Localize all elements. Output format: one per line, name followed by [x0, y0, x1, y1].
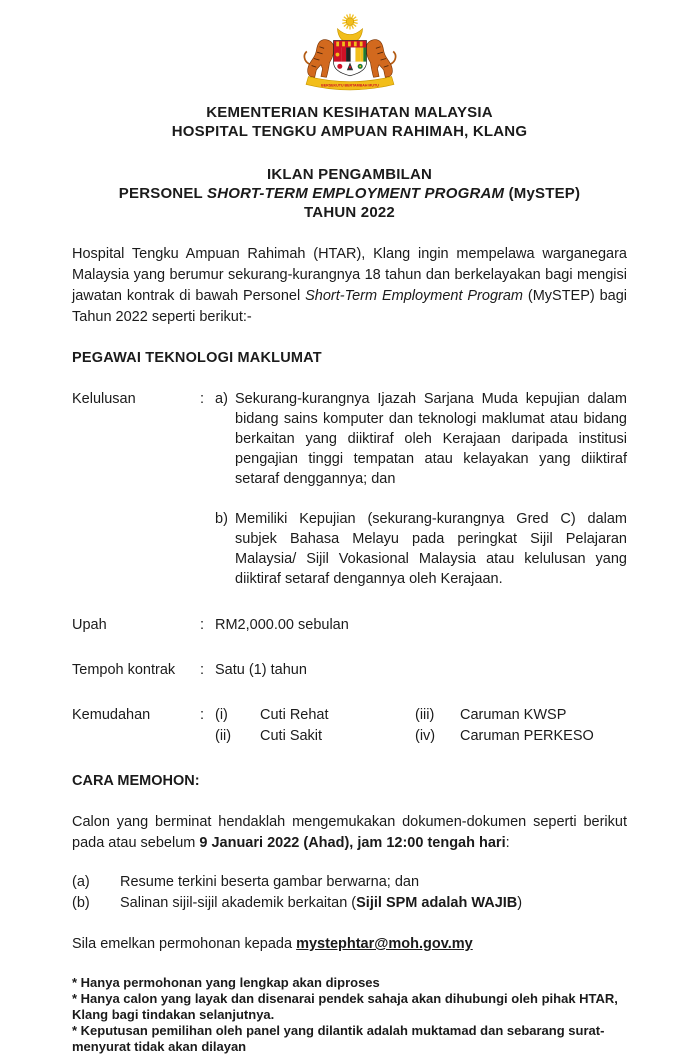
shield — [333, 40, 366, 75]
upah-value: RM2,000.00 sebulan — [215, 617, 349, 633]
intro-program-name: Short-Term Employment Program — [305, 288, 523, 304]
ministry-name: KEMENTERIAN KESIHATAN MALAYSIA — [206, 104, 493, 121]
upah-colon: : — [200, 617, 205, 633]
apply-deadline: 9 Januari 2022 (Ahad), jam 12:00 tengah hari — [199, 835, 506, 851]
doc-text-b — [120, 893, 627, 914]
kemudahan-list — [215, 705, 627, 747]
doc-b-bold: Sijil SPM adalah WAJIB — [356, 895, 518, 911]
kemudahan-marker-iii: (iii) — [415, 707, 435, 723]
title-line-3: TAHUN 2022 — [304, 204, 395, 221]
malaysia-coat-of-arms — [299, 12, 401, 94]
crest-motto: BERSEKUTU BERTAMBAH MUTU — [320, 83, 379, 88]
application-email-link[interactable]: mystephtar@moh.gov.my — [296, 936, 473, 952]
hospital-name: HOSPITAL TENGKU AMPUAN RAHIMAH, KLANG — [171, 123, 528, 140]
doc-marker-a: (a) — [72, 874, 90, 890]
email-line — [72, 934, 627, 955]
row-kemudahan — [72, 705, 627, 747]
apply-pre: Calon yang berminat hendaklah mengemukakan dokumen-dokumen seperti berikut pada atau sebelum — [72, 814, 627, 851]
footnote-3: * Keputusan pemilihan oleh panel yang dilantik adalah muktamad dan sebarang surat-menyurat tidak akan dilayan — [72, 1023, 605, 1054]
title-line-2 — [72, 184, 627, 203]
kemudahan-colon: : — [200, 707, 205, 723]
tempoh-value: Satu (1) tahun — [215, 662, 307, 678]
intro-paragraph — [72, 244, 627, 328]
tempoh-colon: : — [200, 662, 205, 678]
doc-b-pre: Salinan sijil-sijil akademik berkaitan ( — [120, 895, 357, 911]
kemudahan-text-iii: Caruman KWSP — [460, 707, 567, 723]
footnote-2: * Hanya calon yang layak dan disenarai pendek sahaja akan dihubungi oleh pihak HTAR, Klang bagi tindakan selanjutnya. — [72, 991, 618, 1022]
kemudahan-text-iv: Caruman PERKESO — [460, 728, 594, 744]
kelulusan-marker-a: a) — [215, 391, 228, 407]
row-kelulusan — [72, 389, 627, 589]
upah-label: Upah — [72, 617, 107, 633]
title-line-1: IKLAN PENGAMBILAN — [266, 166, 433, 183]
position-title: PEGAWAI TEKNOLOGI MAKLUMAT — [72, 350, 322, 366]
doc-item-a — [72, 872, 627, 893]
kelulusan-marker-b: b) — [215, 511, 228, 527]
federal-star-center — [346, 18, 354, 26]
row-tempoh-kontrak — [72, 660, 627, 681]
motto-ribbon — [306, 77, 394, 90]
kemudahan-text-i: Cuti Rehat — [260, 707, 329, 723]
footnote-1: * Hanya permohonan yang lengkap akan diproses — [72, 975, 380, 990]
crest-container — [72, 12, 627, 99]
kemudahan-marker-ii: (ii) — [215, 728, 232, 744]
announcement-title — [72, 165, 627, 222]
doc-marker-b: (b) — [72, 895, 90, 911]
intro-pre: Hospital Tengku Ampuan Rahimah (HTAR), Klang ingin mempelawa warganegara Malaysia yang berumur sekurang-kurangnya 18 tahun dan berkelayakan bagi mengisi jawatan kontrak di bawah Personel — [72, 246, 627, 304]
apply-post: : — [505, 835, 510, 851]
cara-memohon-heading: CARA MEMOHON: — [72, 773, 200, 789]
tiger-left-icon — [304, 40, 333, 78]
row-upah — [72, 615, 627, 636]
kelulusan-colon: : — [200, 391, 205, 407]
title-program-name: SHORT-TERM EMPLOYMENT PROGRAM — [207, 185, 505, 202]
tempoh-label: Tempoh kontrak — [72, 662, 176, 678]
kelulusan-text-b: Memiliki Kepujian (sekurang-kurangnya Gred C) dalam subjek Bahasa Melayu pada peringkat Sijil Pelajaran Malaysia/ Sijil Vokasional Malaysia atau kelulusan yang diiktiraf setaraf dengannya oleh Kerajaan. — [235, 511, 627, 587]
intro-post: (MySTEP) bagi Tahun 2022 seperti berikut:- — [72, 288, 627, 325]
kelulusan-text-a: Sekurang-kurangnya Ijazah Sarjana Muda kepujian dalam bidang sains komputer dan teknologi maklumat atau bidang berkaitan yang diiktiraf oleh Kerajaan daripada institusi pengajian tinggi tempatan atau kelayakan yang diiktiraf setaraf denggannya; dan — [235, 391, 627, 487]
apply-paragraph — [72, 812, 627, 854]
doc-b-post: ) — [517, 895, 523, 911]
kemudahan-text-ii: Cuti Sakit — [260, 728, 323, 744]
footnotes — [72, 975, 627, 1055]
title-mystep: (MySTEP) — [504, 185, 581, 202]
doc-a-pre: Resume terkini beserta gambar berwarna; dan — [120, 874, 420, 890]
kemudahan-marker-iv: (iv) — [415, 728, 436, 744]
kelulusan-item-a — [215, 389, 627, 489]
kelulusan-item-b — [215, 509, 627, 589]
title-personel: PERSONEL — [118, 185, 208, 202]
tiger-right-icon — [366, 40, 395, 78]
doc-text-a — [120, 872, 627, 893]
documents-list — [72, 872, 627, 914]
email-pre: Sila emelkan permohonan kepada — [72, 936, 297, 952]
doc-item-b — [72, 893, 627, 914]
kemudahan-marker-i: (i) — [215, 707, 228, 723]
kelulusan-label: Kelulusan — [72, 391, 136, 407]
kemudahan-label: Kemudahan — [72, 707, 151, 723]
